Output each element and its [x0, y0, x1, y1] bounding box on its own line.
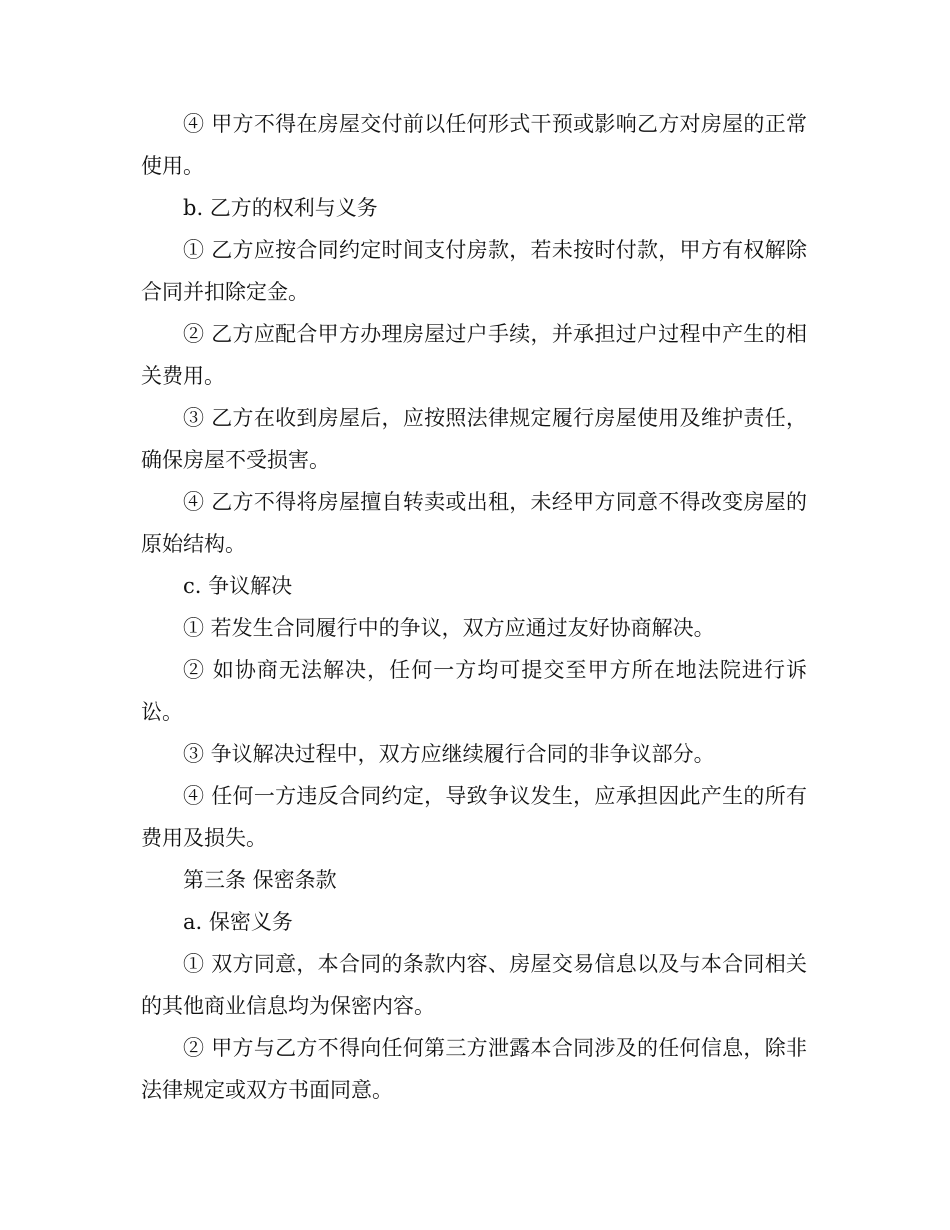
- paragraph-b-1-payment: ① 乙方应按合同约定时间支付房款，若未按时付款，甲方有权解除合同并扣除定金。: [141, 238, 807, 304]
- section-heading-b-party-b-rights: b. 乙方的权利与义务: [183, 196, 378, 220]
- paragraph-b-4-no-resale: ④ 乙方不得将房屋擅自转卖或出租，未经甲方同意不得改变房屋的原始结构。: [141, 490, 807, 556]
- paragraph-c-2-litigation: ② 如协商无法解决，任何一方均可提交至甲方所在地法院进行诉讼。: [141, 658, 807, 724]
- paragraph-a-1-confidential-content: ① 双方同意，本合同的条款内容、房屋交易信息以及与本合同相关的其他商业信息均为保密内容。: [141, 952, 807, 1018]
- section-heading-c-dispute: c. 争议解决: [183, 574, 293, 598]
- paragraph-c-3-continue: ③ 争议解决过程中，双方应继续履行合同的非争议部分。: [183, 742, 715, 766]
- paragraph-clause-4-no-interference: ④ 甲方不得在房屋交付前以任何形式干预或影响乙方对房屋的正常使用。: [141, 112, 807, 178]
- paragraph-b-3-maintenance: ③ 乙方在收到房屋后，应按照法律规定履行房屋使用及维护责任，确保房屋不受损害。: [141, 406, 807, 472]
- paragraph-c-1-negotiation: ① 若发生合同履行中的争议，双方应通过友好协商解决。: [183, 616, 715, 640]
- paragraph-a-2-no-disclosure: ② 甲方与乙方不得向任何第三方泄露本合同涉及的任何信息，除非法律规定或双方书面同意。: [141, 1036, 807, 1102]
- section-heading-a-confidentiality-duty: a. 保密义务: [183, 910, 293, 934]
- paragraph-b-2-transfer: ② 乙方应配合甲方办理房屋过户手续，并承担过户过程中产生的相关费用。: [141, 322, 807, 388]
- document-page: [141, 103, 807, 1111]
- article-heading-3-confidentiality: 第三条 保密条款: [183, 868, 337, 892]
- paragraph-c-4-liability: ④ 任何一方违反合同约定，导致争议发生，应承担因此产生的所有费用及损失。: [141, 784, 807, 850]
